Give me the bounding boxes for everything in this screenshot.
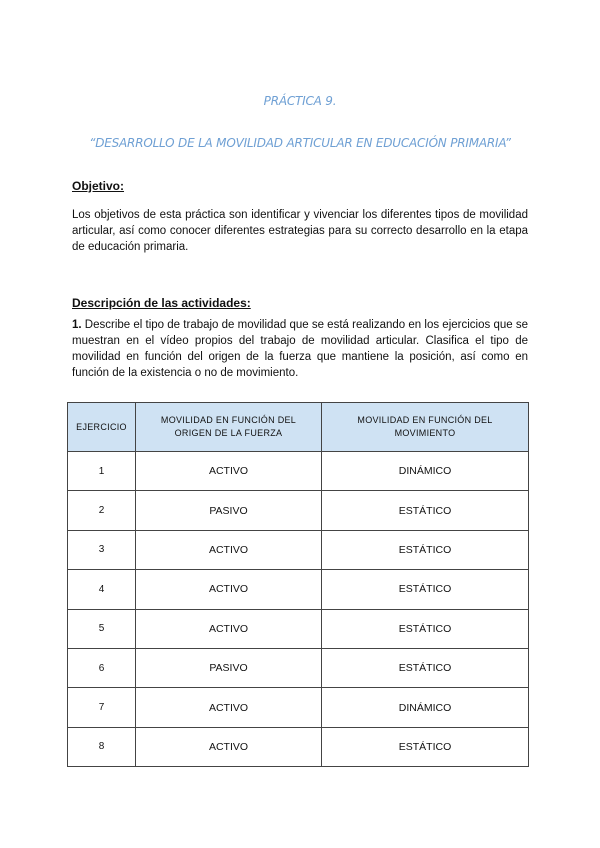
cell-exercise: 2 — [68, 491, 136, 530]
cell-force-origin: ACTIVO — [136, 688, 322, 727]
activity-1-body: Describe el tipo de trabajo de movilidad que se está realizando en los ejercicios que se muestran en el vídeo propios del trabajo de movilidad articular. Clasifica el tipo de movilidad en función del origen de la fuerza que mantiene la posición, así como en función de la existencia o no de movimiento. — [72, 319, 528, 379]
cell-exercise: 3 — [68, 530, 136, 569]
header-movement: MOVILIDAD EN FUNCIÓN DEL MOVIMIENTO — [322, 403, 529, 452]
cell-exercise: 4 — [68, 570, 136, 609]
practice-subtitle: “DESARROLLO DE LA MOVILIDAD ARTICULAR EN EDUCACIÓN PRIMARIA” — [89, 136, 511, 150]
activity-1-text — [72, 317, 528, 381]
cell-force-origin: ACTIVO — [136, 452, 322, 491]
cell-exercise: 8 — [68, 727, 136, 766]
table-row — [68, 727, 529, 766]
cell-movement: ESTÁTICO — [322, 648, 529, 687]
cell-movement: ESTÁTICO — [322, 530, 529, 569]
cell-exercise: 5 — [68, 609, 136, 648]
cell-exercise: 6 — [68, 648, 136, 687]
table-body — [68, 452, 529, 767]
table-header-row — [68, 403, 529, 452]
cell-force-origin: PASIVO — [136, 648, 322, 687]
table-row — [68, 491, 529, 530]
activity-1-number: 1. — [72, 319, 82, 331]
practice-title: PRÁCTICA 9. — [263, 94, 337, 108]
cell-force-origin: ACTIVO — [136, 570, 322, 609]
cell-movement: ESTÁTICO — [322, 570, 529, 609]
table-row — [68, 570, 529, 609]
table-row — [68, 452, 529, 491]
cell-force-origin: ACTIVO — [136, 609, 322, 648]
cell-exercise: 1 — [68, 452, 136, 491]
cell-force-origin: ACTIVO — [136, 727, 322, 766]
cell-force-origin: PASIVO — [136, 491, 322, 530]
activities-heading: Descripción de las actividades: — [72, 296, 251, 310]
cell-movement: DINÁMICO — [322, 452, 529, 491]
cell-movement: ESTÁTICO — [322, 727, 529, 766]
objective-heading: Objetivo: — [72, 179, 125, 193]
table-row — [68, 530, 529, 569]
header-exercise: EJERCICIO — [68, 403, 136, 452]
cell-movement: DINÁMICO — [322, 688, 529, 727]
header-force-origin: MOVILIDAD EN FUNCIÓN DEL ORIGEN DE LA FUERZA — [136, 403, 322, 452]
objective-text: Los objetivos de esta práctica son identificar y vivenciar los diferentes tipos de movilidad articular, así como conocer diferentes estrategias para su correcto desarrollo en la etapa de educación primaria. — [72, 209, 528, 253]
cell-movement: ESTÁTICO — [322, 491, 529, 530]
cell-force-origin: ACTIVO — [136, 530, 322, 569]
table-row — [68, 609, 529, 648]
cell-exercise: 7 — [68, 688, 136, 727]
mobility-table — [67, 402, 529, 767]
table-row — [68, 648, 529, 687]
cell-movement: ESTÁTICO — [322, 609, 529, 648]
table-row — [68, 688, 529, 727]
